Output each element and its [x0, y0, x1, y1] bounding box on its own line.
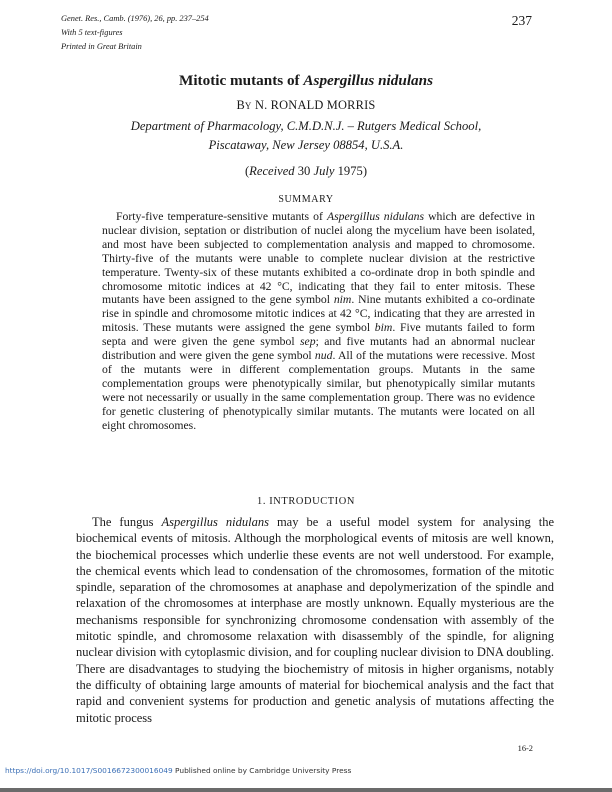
- doi-footer: [5, 766, 351, 775]
- summary-heading: SUMMARY: [278, 194, 334, 205]
- received-day: 30: [294, 164, 314, 178]
- author-name: N. RONALD MORRIS: [254, 98, 376, 112]
- author-line: [0, 98, 612, 113]
- summary-text: . Five mutants failed to form septa and were given the gene symbol: [102, 321, 535, 349]
- author-prefix: By: [236, 98, 252, 112]
- summary-text: . All of the mutations were recessive. Most of the mutants were in different complementation groups. Mutants in the same complementation groups were phenotypically similar, but phenotypically similar mutants were not necessarily or usually in the same complementation group. There was no evidence for genetic clustering of phenotypically similar mutants. The mutants were located on all eight chromosomes.: [102, 349, 535, 432]
- summary-text: . Nine mutants exhibited a co-ordinate rise in spindle and chromosome mitotic indices at 42 °C, indicating that they are arrested in mitosis. These mutants were assigned the gene symbol: [102, 293, 535, 335]
- title-species: Aspergillus nidulans: [303, 72, 433, 89]
- figures-note: With 5 text-figures: [61, 28, 123, 37]
- received-month: July: [313, 164, 335, 178]
- summary-text: ; and five mutants had an abnormal nuclear distribution and were given the gene symbol: [102, 335, 535, 363]
- introduction-paragraph: [76, 514, 554, 726]
- gene-symbol-bim: bim: [374, 321, 393, 335]
- bottom-divider: [0, 788, 612, 792]
- intro-text: The fungus: [92, 515, 162, 529]
- title-text: Mitotic mutants of: [178, 72, 304, 89]
- received-year: 1975): [334, 164, 368, 178]
- page-number: 237: [511, 13, 532, 28]
- signature-mark: 16-2: [517, 744, 533, 753]
- gene-symbol-nud: nud: [314, 349, 333, 363]
- gene-symbol-sep: sep: [300, 335, 316, 349]
- summary-text: which are defective in nuclear division, septation or distribution of nuclei along the mycelium have been isolated, and most have been subjected to complementation analysis and mapped to chromosome. Thirty-five of the mutants were unable to complete nuclear division at the restrictive temperature. Twenty-six of these mutants exhibited a co-ordinate drop in both spindle and chromosome mitotic indices at 42 °C, indicating that they fail to enter mitosis. These mutants have been assigned to the gene symbol: [102, 210, 536, 307]
- affiliation-line-1: Department of Pharmacology, C.M.D.N.J. – Rutgers Medical School,: [130, 119, 482, 133]
- species-name: Aspergillus nidulans: [326, 210, 425, 223]
- gene-symbol-nim: nim: [333, 293, 352, 307]
- introduction-heading: 1. INTRODUCTION: [257, 496, 355, 507]
- summary-text: Forty-five temperature-sensitive mutants of: [116, 210, 327, 223]
- received-label: Received: [249, 164, 295, 178]
- published-note: Published online by Cambridge University Press: [172, 766, 352, 775]
- printed-note: Printed in Great Britain: [61, 42, 142, 51]
- received-date: [0, 164, 612, 179]
- summary-paragraph: [102, 210, 535, 433]
- intro-text: may be a useful model system for analysing the biochemical events of mitosis. Although the morphological events of mitosis are well known, the biochemical processes which underlie these events are not well understood. For example, the chemical events which lead to condensation of the chromosomes, formation of the mitotic spindle, separation of the chromosomes at anaphase and depolymerization of the spindle and relaxation of the chromosomes at interphase are mostly unknown. Equally mysterious are the mechanisms responsible for synchronizing chromosome condensation with assembly of the mitotic spindle, and chromosome relaxation with disassembly of the spindle, for aligning nuclear division with cytoplasmic division, and for coupling nuclear division to DNA doubling. There are disadvantages to studying the biochemistry of mitosis in higher organisms, notably the difficulty of obtaining large amounts of material for biochemical analysis and the fact that rapid and convenient systems for production and genetic analysis of mutations affecting the mitotic process: [76, 515, 554, 725]
- affiliation-line-2: Piscataway, New Jersey 08854, U.S.A.: [208, 138, 404, 152]
- journal-citation: Genet. Res., Camb. (1976), 26, pp. 237–254: [61, 14, 209, 23]
- received-open: (: [244, 164, 250, 178]
- article-title: [0, 72, 612, 90]
- doi-link[interactable]: https://doi.org/10.1017/S0016672300016049: [5, 766, 173, 775]
- species-name: Aspergillus nidulans: [161, 515, 269, 529]
